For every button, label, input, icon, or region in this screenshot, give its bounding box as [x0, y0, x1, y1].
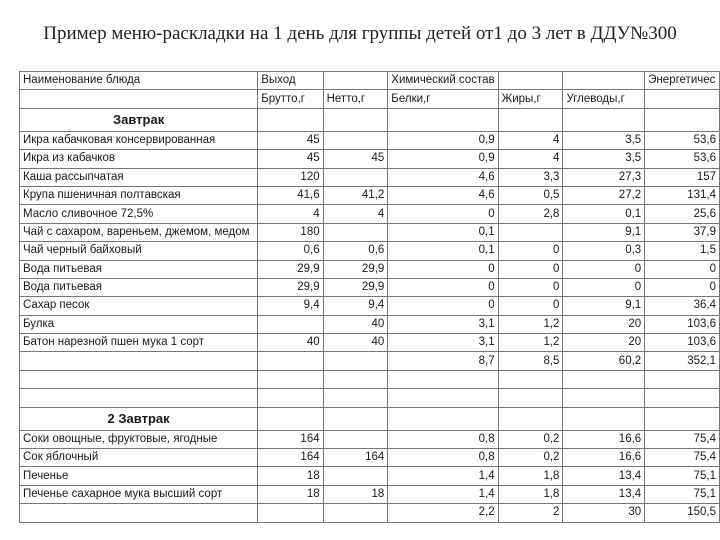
value-cell: 29,9 [258, 260, 323, 278]
table-row [20, 430, 720, 448]
value-cell: Углеводы,г [563, 90, 645, 108]
table-row [20, 131, 720, 149]
value-cell: 1,8 [498, 467, 563, 485]
value-cell: 1,5 [645, 242, 720, 260]
table-row [20, 223, 720, 241]
table-row [20, 186, 720, 204]
value-cell: Жиры,г [498, 90, 563, 108]
empty-cell [498, 389, 563, 407]
value-cell: 352,1 [645, 352, 720, 370]
value-cell [323, 467, 388, 485]
empty-cell [388, 108, 498, 131]
value-cell: 0 [563, 278, 645, 296]
value-cell: 164 [258, 430, 323, 448]
value-cell: 3,1 [388, 334, 498, 352]
value-cell: 4 [498, 150, 563, 168]
empty-cell [388, 407, 498, 430]
value-cell [323, 504, 388, 522]
value-cell [258, 504, 323, 522]
value-cell [563, 72, 645, 90]
value-cell: 0,2 [498, 430, 563, 448]
total-row [20, 504, 720, 522]
empty-cell [323, 407, 388, 430]
table-row [20, 242, 720, 260]
table-row [20, 467, 720, 485]
dish-name-cell: Чай черный байховый [20, 242, 258, 260]
section-title: 2 Завтрак [20, 407, 258, 430]
dish-name-cell [20, 352, 258, 370]
value-cell [258, 352, 323, 370]
value-cell: 4 [258, 205, 323, 223]
section-title: Завтрак [20, 108, 258, 131]
empty-cell [498, 370, 563, 388]
value-cell: 45 [323, 150, 388, 168]
value-cell: 16,6 [563, 430, 645, 448]
value-cell: 3,5 [563, 131, 645, 149]
value-cell [323, 352, 388, 370]
value-cell: 164 [258, 449, 323, 467]
dish-name-cell: Вода питьевая [20, 260, 258, 278]
value-cell: 3,1 [388, 315, 498, 333]
value-cell: 40 [323, 334, 388, 352]
value-cell: 18 [258, 485, 323, 503]
value-cell [323, 223, 388, 241]
value-cell: 0 [563, 260, 645, 278]
slide-title: Пример меню-раскладки на 1 день для группы детей от1 до 3 лет в ДДУ№300 [43, 23, 677, 44]
value-cell: 1,2 [498, 334, 563, 352]
value-cell [323, 168, 388, 186]
empty-cell [563, 108, 645, 131]
value-cell [498, 223, 563, 241]
empty-cell [20, 389, 258, 407]
value-cell: 0,5 [498, 186, 563, 204]
value-cell: 0,1 [563, 205, 645, 223]
value-cell: 4 [323, 205, 388, 223]
value-cell: 150,5 [645, 504, 720, 522]
value-cell: 103,6 [645, 334, 720, 352]
value-cell: 41,6 [258, 186, 323, 204]
value-cell: 37,9 [645, 223, 720, 241]
value-cell: 0,8 [388, 449, 498, 467]
value-cell: 0,1 [388, 223, 498, 241]
value-cell: 131,4 [645, 186, 720, 204]
value-cell: 53,6 [645, 131, 720, 149]
value-cell: 1,2 [498, 315, 563, 333]
value-cell: 0,1 [388, 242, 498, 260]
empty-cell [20, 370, 258, 388]
dish-name-cell: Наименование блюда [20, 72, 258, 90]
value-cell: 164 [323, 449, 388, 467]
table-row [20, 205, 720, 223]
value-cell: 0,3 [563, 242, 645, 260]
table-row [20, 334, 720, 352]
dish-name-cell [20, 90, 258, 108]
value-cell: 0 [498, 297, 563, 315]
empty-cell [323, 389, 388, 407]
value-cell [258, 315, 323, 333]
value-cell: 1,8 [498, 485, 563, 503]
value-cell: Брутто,г [258, 90, 323, 108]
value-cell: 20 [563, 334, 645, 352]
value-cell: 0 [388, 260, 498, 278]
value-cell: 53,6 [645, 150, 720, 168]
value-cell: 0,6 [323, 242, 388, 260]
value-cell: 75,1 [645, 485, 720, 503]
value-cell: Химический состав [388, 72, 498, 90]
value-cell: Энергетичес [645, 72, 720, 90]
value-cell: 18 [323, 485, 388, 503]
empty-cell [258, 370, 323, 388]
value-cell: 103,6 [645, 315, 720, 333]
empty-cell [258, 108, 323, 131]
value-cell: 0 [498, 260, 563, 278]
value-cell: 18 [258, 467, 323, 485]
value-cell: 0 [388, 205, 498, 223]
table-row [20, 485, 720, 503]
value-cell: 0 [388, 297, 498, 315]
total-row [20, 352, 720, 370]
empty-cell [323, 370, 388, 388]
value-cell: 8,5 [498, 352, 563, 370]
value-cell: 0,6 [258, 242, 323, 260]
dish-name-cell: Булка [20, 315, 258, 333]
value-cell: 0,9 [388, 150, 498, 168]
table-row [20, 150, 720, 168]
value-cell: 25,6 [645, 205, 720, 223]
value-cell: Нетто,г [323, 90, 388, 108]
value-cell: 45 [258, 150, 323, 168]
value-cell: 2,2 [388, 504, 498, 522]
value-cell: 40 [323, 315, 388, 333]
dish-name-cell: Батон нарезной пшен мука 1 сорт [20, 334, 258, 352]
value-cell: 75,4 [645, 430, 720, 448]
value-cell: 4,6 [388, 186, 498, 204]
value-cell: 0 [645, 260, 720, 278]
value-cell: 1,4 [388, 467, 498, 485]
empty-cell [645, 370, 720, 388]
empty-cell [563, 407, 645, 430]
value-cell: 0 [645, 278, 720, 296]
table-row [20, 260, 720, 278]
section-row [20, 108, 720, 131]
empty-cell [388, 389, 498, 407]
value-cell: 27,2 [563, 186, 645, 204]
value-cell: 0,8 [388, 430, 498, 448]
value-cell: 3,5 [563, 150, 645, 168]
value-cell: 29,9 [258, 278, 323, 296]
value-cell: 30 [563, 504, 645, 522]
value-cell: 1,4 [388, 485, 498, 503]
dish-name-cell: Крупа пшеничная полтавская [20, 186, 258, 204]
table-row [20, 278, 720, 296]
value-cell: 29,9 [323, 260, 388, 278]
empty-cell [645, 389, 720, 407]
value-cell [323, 72, 388, 90]
value-cell: 40 [258, 334, 323, 352]
dish-name-cell: Каша рассыпчатая [20, 168, 258, 186]
value-cell [323, 131, 388, 149]
empty-cell [388, 370, 498, 388]
value-cell: 13,4 [563, 467, 645, 485]
dish-name-cell: Печенье [20, 467, 258, 485]
empty-cell [323, 108, 388, 131]
empty-cell [645, 108, 720, 131]
table-row [20, 297, 720, 315]
value-cell: 0 [498, 242, 563, 260]
value-cell: 4,6 [388, 168, 498, 186]
empty-cell [645, 407, 720, 430]
empty-cell [498, 407, 563, 430]
table-row [20, 449, 720, 467]
blank-row [20, 370, 720, 388]
value-cell: 180 [258, 223, 323, 241]
value-cell [323, 430, 388, 448]
dish-name-cell: Сахар песок [20, 297, 258, 315]
value-cell: 9,1 [563, 223, 645, 241]
value-cell: 13,4 [563, 485, 645, 503]
value-cell: 9,1 [563, 297, 645, 315]
value-cell: 2 [498, 504, 563, 522]
value-cell: 8,7 [388, 352, 498, 370]
value-cell: 9,4 [258, 297, 323, 315]
value-cell: 3,3 [498, 168, 563, 186]
empty-cell [563, 370, 645, 388]
value-cell: 0,2 [498, 449, 563, 467]
table-row [20, 168, 720, 186]
menu-table [19, 71, 720, 523]
value-cell: 120 [258, 168, 323, 186]
value-cell: 0,9 [388, 131, 498, 149]
value-cell: 29,9 [323, 278, 388, 296]
value-cell: 16,6 [563, 449, 645, 467]
value-cell: 60,2 [563, 352, 645, 370]
value-cell: 36,4 [645, 297, 720, 315]
value-cell: Белки,г [388, 90, 498, 108]
empty-cell [258, 407, 323, 430]
value-cell: Выход [258, 72, 323, 90]
dish-name-cell: Чай с сахаром, вареньем, джемом, медом [20, 223, 258, 241]
value-cell: 27,3 [563, 168, 645, 186]
value-cell: 41,2 [323, 186, 388, 204]
value-cell: 9,4 [323, 297, 388, 315]
dish-name-cell: Сок яблочный [20, 449, 258, 467]
empty-cell [563, 389, 645, 407]
section-row [20, 407, 720, 430]
value-cell: 75,4 [645, 449, 720, 467]
value-cell: 45 [258, 131, 323, 149]
dish-name-cell: Масло сливочное 72,5% [20, 205, 258, 223]
dish-name-cell: Икра кабачковая консервированная [20, 131, 258, 149]
value-cell: 4 [498, 131, 563, 149]
value-cell [645, 90, 720, 108]
value-cell: 0 [388, 278, 498, 296]
empty-cell [258, 389, 323, 407]
subheader-row [20, 90, 720, 108]
table-row [20, 315, 720, 333]
blank-row [20, 389, 720, 407]
header-row [20, 72, 720, 90]
dish-name-cell: Вода питьевая [20, 278, 258, 296]
dish-name-cell [20, 504, 258, 522]
value-cell [498, 72, 563, 90]
value-cell: 75,1 [645, 467, 720, 485]
value-cell: 20 [563, 315, 645, 333]
dish-name-cell: Икра из кабачков [20, 150, 258, 168]
dish-name-cell: Соки овощные, фруктовые, ягодные [20, 430, 258, 448]
value-cell: 0 [498, 278, 563, 296]
dish-name-cell: Печенье сахарное мука высший сорт [20, 485, 258, 503]
empty-cell [498, 108, 563, 131]
value-cell: 157 [645, 168, 720, 186]
value-cell: 2,8 [498, 205, 563, 223]
